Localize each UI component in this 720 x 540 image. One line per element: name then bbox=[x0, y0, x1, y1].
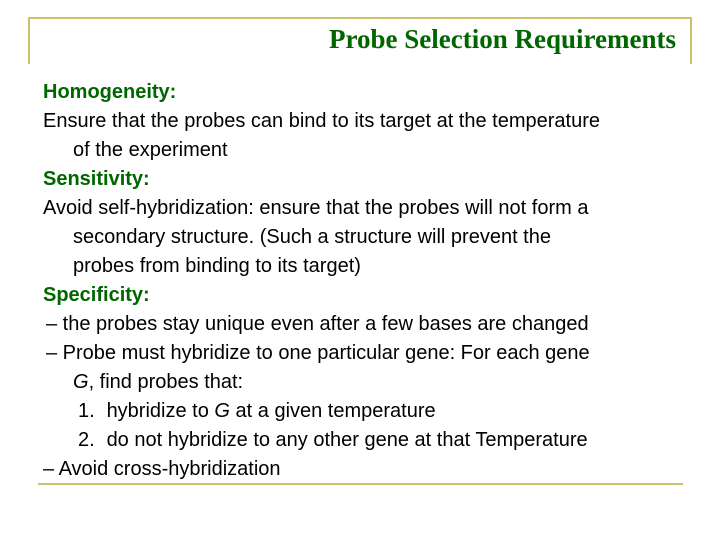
specificity-item-2 bbox=[43, 426, 713, 455]
homogeneity-heading: Homogeneity: bbox=[43, 81, 177, 103]
homogeneity-line-2: of the experiment bbox=[73, 139, 228, 161]
specificity-heading: Specificity: bbox=[43, 284, 150, 306]
sensitivity-heading: Sensitivity: bbox=[43, 168, 150, 190]
homogeneity-line-1: Ensure that the probes can bind to its target at the temperature bbox=[43, 110, 601, 132]
item-1-text-post: at a given temperature bbox=[229, 400, 436, 422]
specificity-dash-1: – the probes stay unique even after a few bases are changed bbox=[46, 313, 589, 335]
item-2-number: 2. bbox=[78, 429, 95, 451]
sensitivity-line-3: probes from binding to its target) bbox=[73, 255, 361, 277]
specificity-item-1 bbox=[43, 397, 713, 426]
specificity-find-line bbox=[43, 368, 713, 397]
sensitivity-line-2: secondary structure. (Such a structure will prevent the bbox=[73, 226, 551, 248]
gene-variable: G bbox=[73, 371, 89, 393]
frame-right-rule bbox=[690, 17, 692, 64]
item-1-gene-variable: G bbox=[214, 400, 230, 422]
slide-title: Probe Selection Requirements bbox=[329, 24, 676, 54]
item-2-text: do not hybridize to any other gene at that Temperature bbox=[106, 429, 588, 451]
item-1-number: 1. bbox=[78, 400, 95, 422]
find-probes-text: , find probes that: bbox=[88, 371, 244, 393]
specificity-avoid-line: – Avoid cross-hybridization bbox=[43, 458, 281, 480]
item-1-text-pre: hybridize to bbox=[106, 400, 215, 422]
frame-left-rule bbox=[28, 17, 30, 64]
frame-top-rule bbox=[28, 17, 692, 19]
frame-bottom-rule bbox=[38, 483, 683, 485]
specificity-dash-2: – Probe must hybridize to one particular gene: For each gene bbox=[46, 342, 590, 364]
sensitivity-line-1: Avoid self-hybridization: ensure that the probes will not form a bbox=[43, 197, 589, 219]
slide-body bbox=[43, 78, 713, 484]
